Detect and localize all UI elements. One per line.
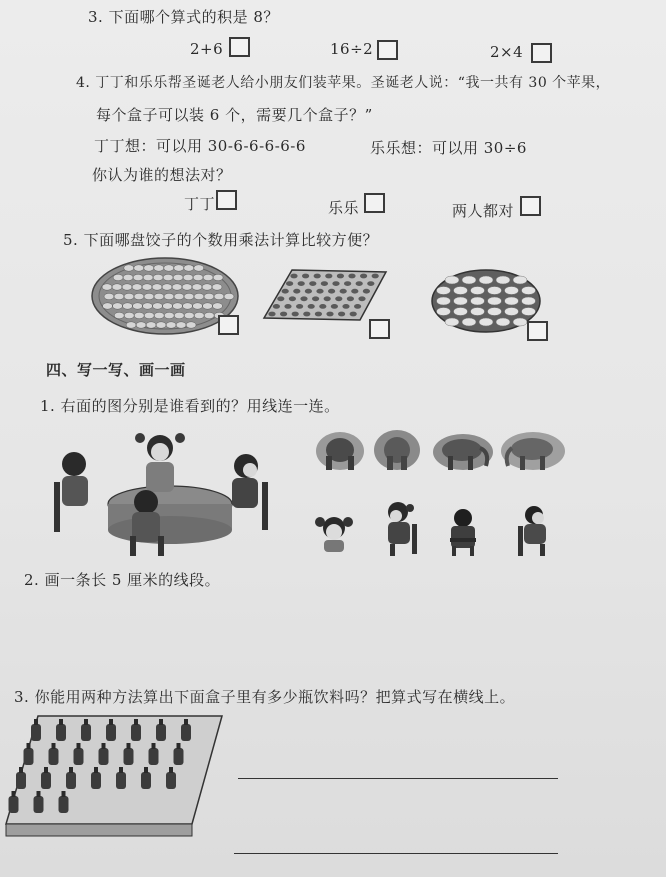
elephant-view-1 bbox=[314, 430, 366, 472]
q4-answer-box-dingding[interactable] bbox=[216, 190, 237, 210]
section4-q2-text: 2. 画一条长 5 厘米的线段。 bbox=[24, 571, 221, 589]
q3-option-1: 2+6 bbox=[190, 40, 224, 58]
elephant-view-2 bbox=[372, 428, 422, 472]
child-view-girl-front bbox=[312, 512, 356, 552]
q4-dingding-thought: 丁丁想：可以用 30-6-6-6-6-6 bbox=[94, 137, 306, 155]
q3-answer-box-3[interactable] bbox=[531, 43, 552, 63]
child-view-side-boy bbox=[514, 504, 552, 558]
q5-answer-box-1[interactable] bbox=[218, 315, 239, 335]
q5-answer-box-2[interactable] bbox=[369, 319, 390, 339]
q4-answer-box-lele[interactable] bbox=[364, 193, 385, 213]
bottle-crate-illustration bbox=[2, 712, 226, 838]
q4-option-lele: 乐乐 bbox=[328, 199, 360, 217]
dumpling-tray-grid bbox=[262, 268, 388, 324]
table-scene-illustration bbox=[40, 416, 280, 556]
section4-title: 四、写一写、画一画 bbox=[46, 361, 186, 379]
q4-text-line1: 4. 丁丁和乐乐帮圣诞老人给小朋友们装苹果。圣诞老人说：“我一共有 30 个苹果， bbox=[76, 75, 611, 91]
q4-text-line2: 每个盒子可以装 6 个，需要几个盒子？” bbox=[96, 106, 373, 124]
child-view-side-girl bbox=[380, 500, 420, 558]
q3-option-3: 2×4 bbox=[490, 43, 524, 61]
q4-answer-box-both[interactable] bbox=[520, 196, 541, 216]
elephant-view-3 bbox=[432, 432, 494, 472]
q5-answer-box-3[interactable] bbox=[527, 321, 548, 341]
child-view-back bbox=[446, 508, 480, 556]
q4-option-dingding: 丁丁 bbox=[184, 195, 216, 213]
q4-option-both: 两人都对 bbox=[452, 202, 515, 220]
q3-answer-box-2[interactable] bbox=[377, 40, 398, 60]
q5-text: 5. 下面哪盘饺子的个数用乘法计算比较方便？ bbox=[63, 231, 379, 249]
q3-answer-box-1[interactable] bbox=[229, 37, 250, 57]
dumpling-plate-round-rows bbox=[430, 268, 542, 334]
q3-option-2: 16÷2 bbox=[330, 40, 374, 58]
q4-question: 你认为谁的想法对？ bbox=[92, 166, 232, 184]
q4-lele-thought: 乐乐想：可以用 30÷6 bbox=[370, 139, 527, 157]
section4-q3-text: 3. 你能用两种方法算出下面盒子里有多少瓶饮料吗？把算式写在横线上。 bbox=[14, 688, 516, 706]
answer-line-2[interactable] bbox=[234, 853, 558, 854]
section4-q1-text: 1. 右面的图分别是谁看到的？用线连一连。 bbox=[40, 397, 340, 415]
q3-text: 3. 下面哪个算式的积是 8？ bbox=[88, 8, 279, 26]
answer-line-1[interactable] bbox=[238, 778, 558, 779]
elephant-view-4 bbox=[500, 430, 566, 472]
